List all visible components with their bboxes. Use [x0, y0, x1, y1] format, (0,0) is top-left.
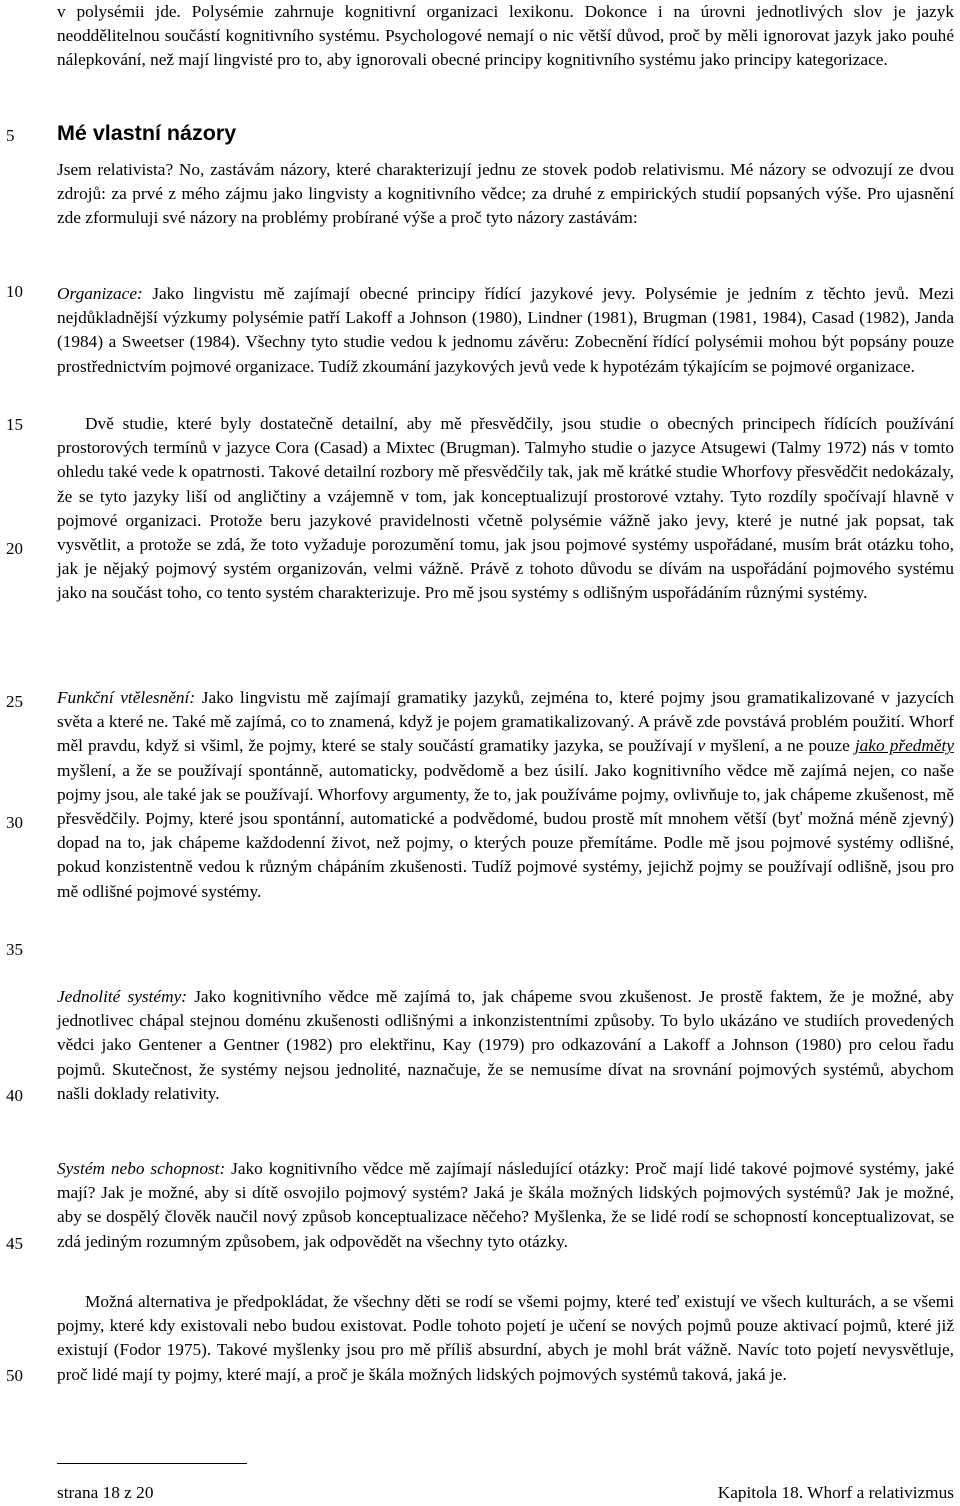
- alternativa-paragraph: [57, 1290, 954, 1387]
- funkcni-paragraph: [57, 686, 954, 904]
- footer-divider: [57, 1463, 247, 1464]
- system-text: Jako kognitivního vědce mě zajímají následující otázky: Proč mají lidé takové pojmové systémy, jaké mají? Jak je možné, aby si dítě osvojilo pojmový systém? Jaká je škála možných lidských pojmových systémů? Jak je možné, aby se dospělý člověk naučil nový způsob konceptualizace něčeho? Myšlenka, že se lidé rodí se schopností konceptualizovat, se zdá jediným rozumným způsobem, jak odpovědět na všechny tyto otázky.: [57, 1159, 954, 1251]
- line-number-10: 10: [6, 282, 23, 301]
- dve-studie-paragraph: [57, 412, 954, 606]
- jednolite-text: Jako kognitivního vědce mě zajímá to, jak chápeme svou zkušenost. Je prostě faktem, že je možné, aby jednotlivec chápal stejnou doménu zkušenosti odlišnými a inkonzistentními způsoby. To bylo ukázáno ve studiích provedených vědci jako Gentener a Gentner (1982) pro elektřinu, Kay (1979) pro odkazování a Lakoff a Johnson (1980) pro celou řadu pojmů. Skutečnost, že systémy nejsou jednolité, naznačuje, že se nemusíme dívat na srovnání pojmových systémů, abychom našli doklady relativity.: [57, 987, 954, 1103]
- alternativa-text: Možná alternativa je předpokládat, že všechny děti se rodí se všemi pojmy, které teď existují ve všech kulturách, a se všemi pojmy, které kdy existovali nebo budou existovat. Podle tohoto pojetí je učení se nových pojmů pouze aktivací pojmů, které již existují (Fodor 1975). Takové myšlenky jsou pro mě příliš absurdní, abych je mohl brát vážně. Navíc toto pojetí nevysvětluje, proč lidé mají ty pojmy, které mají, a proč je škála možných lidských pojmových systémů taková, jaká je.: [57, 1292, 954, 1384]
- section-heading: Mé vlastní názory: [57, 121, 237, 145]
- funkcni-text-b: myšlení, a ne pouze: [705, 736, 855, 756]
- line-number-25: 25: [6, 692, 23, 711]
- intro-text: v polysémii jde. Polysémie zahrnuje kognitivní organizaci lexikonu. Dokonce i na úrovni jednotlivých slov je jazyk neoddělitelnou součástí kognitivního systému. Psychologové nemají o nic větší důvod, proč by měli ignorovat jazyk jako pouhé nálepkování, než mají lingvisté pro to, aby ignorovali obecné principy kognitivního systému jako principy kategorizace.: [57, 2, 954, 70]
- funkcni-text-a: Jako lingvistu mě zajímají gramatiky jazyků, zejména to, které pojmy jsou gramatikalizované v jazycích světa a které ne. Také mě zajímá, co to znamená, když je pojem gramatikalizovaný. A právě zde povstává problém použití. Whorf měl pravdu, když si všiml, že pojmy, které se staly součástí gramatiky jazyka, se používají: [57, 688, 954, 756]
- funkcni-em-predmety: jako předměty: [854, 736, 954, 756]
- system-label: Systém nebo schopnost:: [57, 1159, 226, 1178]
- line-number-45: 45: [6, 1234, 23, 1253]
- intro-paragraph: [57, 0, 954, 73]
- line-number-20: 20: [6, 539, 23, 558]
- funkcni-text-c: myšlení, a že se používají spontánně, automaticky, podvědomě a bez úsilí. Jako kognitivního vědce mě zajímá nejen, co naše pojmy jsou, ale také jak se používají. Whorfovy argumenty, že to, jak používáme pojmy, ovlivňuje to, jak chápeme zkušenost, mě přesvědčily. Pojmy, které jsou spontánní, automatické a podvědomé, budou prostě mít mnohem větší (byť možná méně zjevný) dopad na to, jak chápeme každodenní život, než pojmy, o kterých pouze přemítáme. Podle mě jsou pojmové systémy odlišné, pokud konzistentně vedou k různým chápáním zkušenosti. Tudíž pojmové systémy, jejichž pojmy se používají odlišně, jsou pro mě odlišné pojmové systémy.: [57, 760, 954, 901]
- line-number-50: 50: [6, 1366, 23, 1385]
- jednolite-paragraph: [57, 985, 954, 1106]
- views-paragraph: [57, 158, 954, 231]
- system-paragraph: [57, 1157, 954, 1254]
- line-number-5: 5: [6, 126, 15, 145]
- line-number-35: 35: [6, 940, 23, 959]
- chapter-title: Kapitola 18. Whorf a relativizmus: [717, 1483, 954, 1502]
- jednolite-label: Jednolité systémy:: [57, 987, 188, 1006]
- views-text: Jsem relativista? No, zastávám názory, které charakterizují jednu ze stovek podob relativismu. Mé názory se odvozují ze dvou zdrojů: za prvé z mého zájmu jako lingvisty a kognitivního vědce; za druhé z empirických studií popsaných výše. Pro ujasnění zde zformuluji své názory na problémy probírané výše a proč tyto názory zastávám:: [57, 160, 954, 228]
- line-number-30: 30: [6, 813, 23, 832]
- page-number: strana 18 z 20: [57, 1483, 154, 1502]
- line-number-15: 15: [6, 415, 23, 434]
- organizace-text: Jako lingvistu mě zajímají obecné principy řídící jazykové jevy. Polysémie je jedním z těchto jevů. Mezi nejdůkladnější výzkumy polysémie patří Lakoff a Johnson (1980), Lindner (1981), Brugman (1981, 1984), Casad (1982), Janda (1984) a Sweetser (1984). Všechny tyto studie vedou k jednomu závěru: Zobecnění řídící polysémii mohou být popsány pouze prostřednictvím pojmové organizace. Tudíž zkoumání jazykových jevů vede k hypotézám týkajícím se pojmové organizace.: [57, 284, 954, 376]
- funkcni-label: Funkční vtělesnění:: [57, 688, 196, 707]
- line-number-40: 40: [6, 1086, 23, 1105]
- dve-studie-text: Dvě studie, které byly dostatečně detailní, aby mě přesvědčily, jsou studie o obecných principech řídících používání prostorových termínů v jazyce Cora (Casad) a Mixtec (Brugman). Talmyho studie o jazyce Atsugewi (Talmy 1972) nás v tomto ohledu také vede k opatrnosti. Takové detailní rozbory mě přesvědčily tak, jak mě krátké studie Whorfovy přesvědčit nedokázaly, že se tyto jazyky liší od angličtiny a vzájemně v tom, jak konceptualizují prostorové vztahy. Tyto rozdíly spočívají hlavně v pojmové organizaci. Protože beru jazykové pravidelnosti včetně polysémie vážně jako jevy, které je nutné jak popsat, tak vysvětlit, a protože se zdá, že toto vyžaduje porozumění tomu, jak jsou pojmové systémy uspořádané, musím brát otázku toho, jak je nějaký pojmový systém organizován, velmi vážně. Právě z tohoto důvodu se dívám na uspořádání pojmového systému jako na součást toho, co tento systém charakterizuje. Pro mě jsou systémy s odlišným uspořádáním různými systémy.: [57, 414, 954, 603]
- organizace-label: Organizace:: [57, 284, 143, 303]
- organizace-paragraph: [57, 282, 954, 379]
- funkcni-em-v: v: [697, 736, 706, 756]
